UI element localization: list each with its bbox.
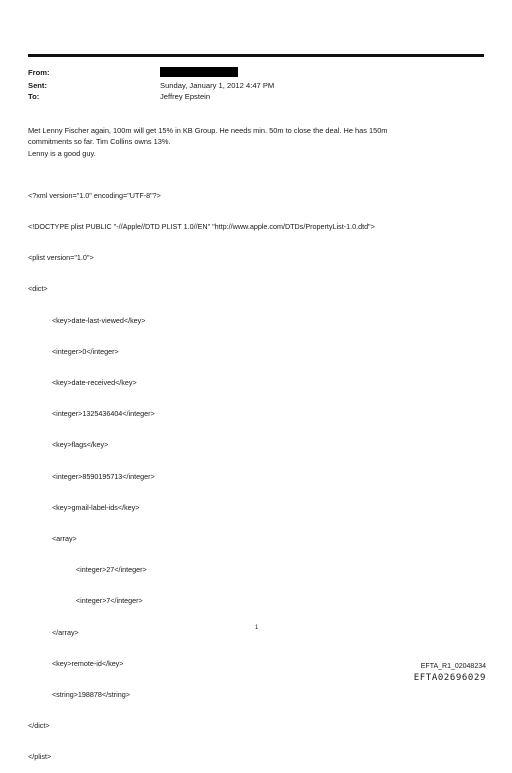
- to-value: Jeffrey Epstein: [160, 92, 211, 101]
- from-value: [160, 67, 238, 77]
- bates-number-1: EFTA_R1_02048234: [420, 663, 486, 670]
- code-line: <dict>: [28, 284, 48, 294]
- sent-label: Sent:: [28, 81, 47, 90]
- code-line: <key>gmail-label-ids</key>: [28, 502, 140, 512]
- message-line: Lenny is a good guy.: [28, 148, 96, 158]
- code-line: <array>: [28, 534, 77, 544]
- code-line: <integer>7</integer>: [28, 596, 143, 606]
- bates-number-2: EFTA02696029: [413, 673, 486, 683]
- code-line: <integer>27</integer>: [28, 565, 147, 575]
- code-line: </plist>: [28, 752, 52, 762]
- page-number: 1: [255, 625, 259, 631]
- to-label: To:: [28, 92, 40, 101]
- code-line: </dict>: [28, 721, 50, 731]
- code-line: <plist version="1.0">: [28, 253, 94, 263]
- code-line: <integer>0</integer>: [28, 346, 119, 356]
- code-line: <string>198878</string>: [28, 690, 130, 700]
- plist-code-block: [28, 170, 375, 773]
- code-line: <key>remote-id</key>: [28, 658, 124, 668]
- message-body: [28, 125, 468, 159]
- code-line: <key>date-last-viewed</key>: [28, 315, 146, 325]
- from-label: From:: [28, 68, 50, 77]
- code-line: <key>date-received</key>: [28, 378, 137, 388]
- code-line: <!DOCTYPE plist PUBLIC "-//Apple//DTD PLIST 1.0//EN" "http://www.apple.com/DTDs/PropertyList-1.0.dtd">: [28, 222, 375, 232]
- code-line: </array>: [28, 627, 79, 637]
- code-line: <key>flags</key>: [28, 440, 109, 450]
- code-line: <integer>1325436404</integer>: [28, 409, 155, 419]
- header-rule: [28, 54, 484, 57]
- code-line: <?xml version="1.0" encoding="UTF-8"?>: [28, 190, 161, 200]
- message-line: Met Lenny Fischer again, 100m will get 15% in KB Group. He needs min. 50m to close the deal. He has 150m: [28, 126, 388, 135]
- redaction-bar: [160, 67, 238, 77]
- message-line: commitments so far. Tim Collins owns 13%.: [28, 137, 171, 147]
- sent-value: Sunday, January 1, 2012 4:47 PM: [160, 81, 275, 90]
- code-line: <integer>8590195713</integer>: [28, 471, 155, 481]
